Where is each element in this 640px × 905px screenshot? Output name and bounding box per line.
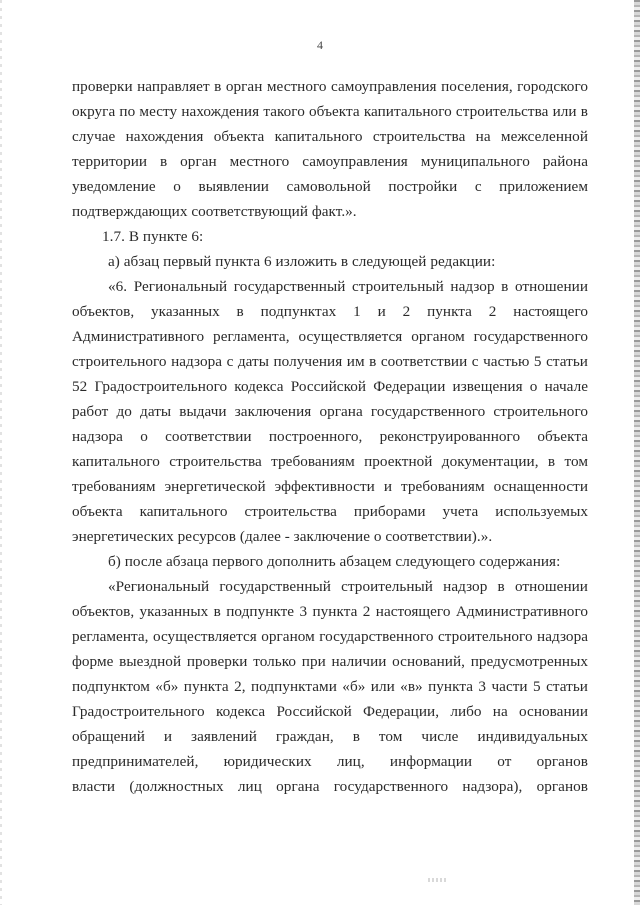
- text-line: обращений и заявлений граждан, в том числе индивидуальных: [72, 728, 588, 745]
- text-line: случае нахождения объекта капитального строительства на межселенной: [72, 128, 588, 145]
- text-line: работ до даты выдачи заключения органа государственного строительного: [72, 403, 588, 420]
- text-line: подтверждающих соответствующий факт.».: [72, 203, 357, 220]
- text-line: проверки направляет в орган местного самоуправления поселения, городского: [72, 78, 588, 95]
- scan-edge-right: [634, 0, 640, 905]
- text-line: требованиям энергетической эффективности и требованиям оснащенности: [72, 478, 588, 495]
- text-line: «Региональный государственный строительный надзор в отношении: [108, 578, 588, 595]
- text-line: объекта капитального строительства приборами учета используемых: [72, 503, 588, 520]
- text-line: Административного регламента, осуществляется органом государственного: [72, 328, 588, 345]
- page-number: 4: [317, 38, 323, 52]
- text-line: объектов, указанных в подпунктах 1 и 2 пункта 2 настоящего: [72, 303, 588, 320]
- section-heading: 1.7. В пункте 6:: [102, 228, 204, 245]
- document-body: [72, 74, 588, 799]
- text-line: энергетических ресурсов (далее - заключение о соответствии).».: [72, 528, 493, 545]
- text-line: форме выездной проверки только при наличии оснований, предусмотренных: [72, 653, 588, 670]
- text-line: строительного надзора с даты получения им в соответствии с частью 5 статьи: [72, 353, 588, 370]
- text-line: 52 Градостроительного кодекса Российской Федерации извещения о начале: [72, 378, 588, 395]
- text-line: округа по месту нахождения такого объекта капитального строительства или в: [72, 103, 588, 120]
- text-line: предпринимателей, юридических лиц, информации от органов: [72, 753, 588, 770]
- text-line: власти (должностных лиц органа государственного надзора), органов: [72, 778, 588, 795]
- scan-edge-left: [0, 0, 2, 905]
- text-line: «6. Региональный государственный строительный надзор в отношении: [108, 278, 588, 295]
- text-line: надзора о соответствии построенного, реконструированного объекта: [72, 428, 588, 445]
- text-line: б) после абзаца первого дополнить абзацем следующего содержания:: [108, 553, 561, 570]
- text-line: капитального строительства требованиям проектной документации, в том: [72, 453, 588, 470]
- text-line: регламента, осуществляется органом государственного строительного надзора: [72, 628, 588, 645]
- text-line: территории в орган местного самоуправления муниципального района: [72, 153, 588, 170]
- text-line: а) абзац первый пункта 6 изложить в следующей редакции:: [108, 253, 496, 270]
- text-line: подпунктом «б» пункта 2, подпунктами «б» или «в» пункта 3 части 5 статьи: [72, 678, 588, 695]
- text-line: Градостроительного кодекса Российской Федерации, либо на основании: [72, 703, 588, 720]
- text-line: объектов, указанных в подпункте 3 пункта 2 настоящего Административного: [72, 603, 588, 620]
- scan-smudge: [428, 878, 448, 882]
- text-line: уведомление о выявлении самовольной постройки с приложением: [72, 178, 588, 195]
